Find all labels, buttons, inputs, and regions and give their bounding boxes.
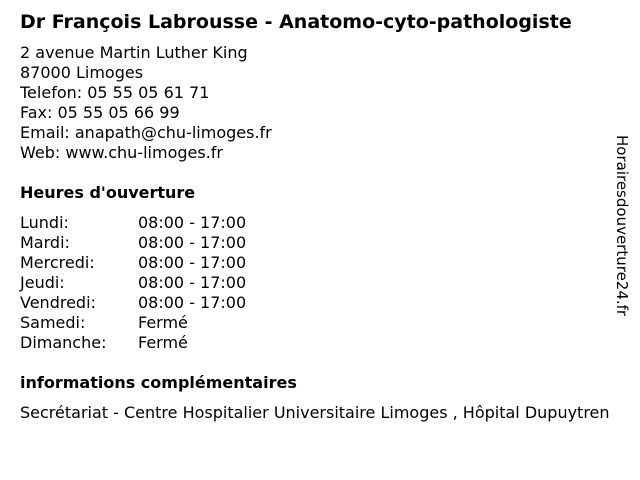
hours-row bbox=[20, 273, 620, 293]
hours-day: Lundi: bbox=[20, 213, 69, 232]
hours-time: Fermé bbox=[138, 333, 188, 352]
fax-line: Fax: 05 55 05 66 99 bbox=[20, 103, 180, 122]
info-text: Secrétariat - Centre Hospitalier Universitaire Limoges , Hôpital Dupuytren bbox=[20, 403, 610, 422]
hours-day: Mercredi: bbox=[20, 253, 95, 272]
hours-row bbox=[20, 293, 620, 313]
web-line: Web: www.chu-limoges.fr bbox=[20, 143, 223, 162]
hours-table bbox=[20, 213, 620, 353]
hours-time: 08:00 - 17:00 bbox=[138, 253, 247, 272]
hours-title: Heures d'ouverture bbox=[20, 183, 196, 202]
hours-time: 08:00 - 17:00 bbox=[138, 293, 247, 312]
hours-day: Vendredi: bbox=[20, 293, 96, 312]
site-watermark: Horairesdouverture24.fr bbox=[613, 135, 631, 317]
hours-row bbox=[20, 313, 620, 333]
hours-time: 08:00 - 17:00 bbox=[138, 213, 247, 232]
email-line: Email: anapath@chu-limoges.fr bbox=[20, 123, 272, 142]
hours-day: Samedi: bbox=[20, 313, 86, 332]
hours-time: Fermé bbox=[138, 313, 188, 332]
info-title: informations complémentaires bbox=[20, 373, 297, 392]
hours-row bbox=[20, 333, 620, 353]
hours-day: Mardi: bbox=[20, 233, 70, 252]
address-street: 2 avenue Martin Luther King bbox=[20, 43, 248, 62]
hours-row bbox=[20, 233, 620, 253]
hours-day: Jeudi: bbox=[20, 273, 65, 292]
hours-time: 08:00 - 17:00 bbox=[138, 233, 247, 252]
hours-day: Dimanche: bbox=[20, 333, 107, 352]
hours-time: 08:00 - 17:00 bbox=[138, 273, 247, 292]
contact-block bbox=[20, 43, 620, 163]
page-title: Dr François Labrousse - Anatomo-cyto-pathologiste bbox=[20, 11, 572, 33]
hours-row bbox=[20, 213, 620, 233]
business-page bbox=[20, 9, 620, 423]
hours-row bbox=[20, 253, 620, 273]
address-city: 87000 Limoges bbox=[20, 63, 144, 82]
phone-line: Telefon: 05 55 05 61 71 bbox=[20, 83, 210, 102]
